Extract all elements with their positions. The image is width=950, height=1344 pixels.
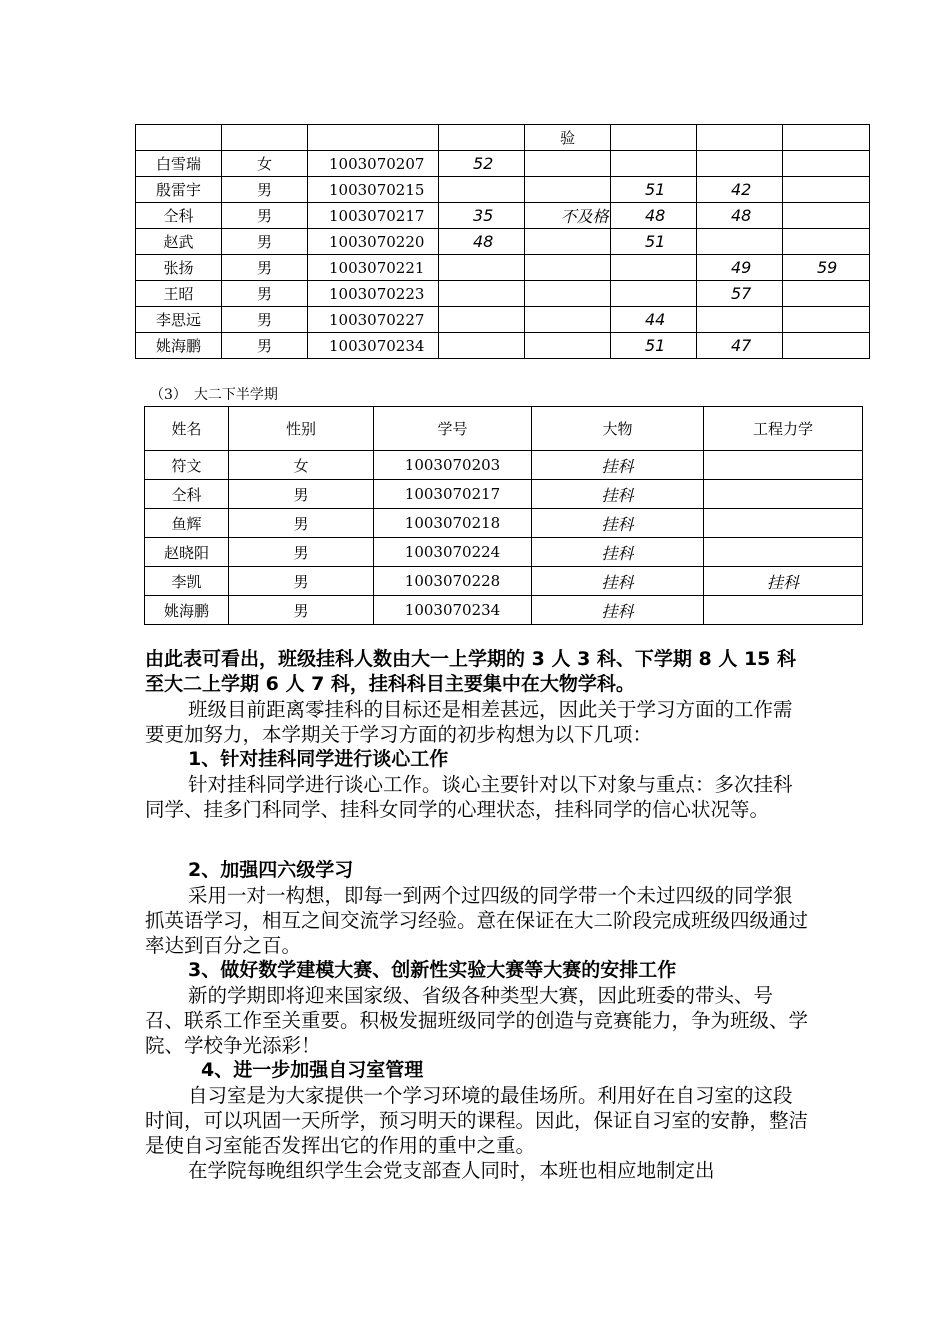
student-name: 姚海鹏 <box>145 596 229 625</box>
student-name: 白雪瑞 <box>136 151 222 177</box>
student-gender: 男 <box>222 281 308 307</box>
header-gender: 性别 <box>229 407 374 451</box>
score-cell: 48 <box>611 203 697 229</box>
summary-paragraph: 由此表可看出，班级挂科人数由大一上学期的 3 人 3 科、下学期 8 人 15 科至大二上学期 6 人 7 科，挂科科目主要集中在大物学科。 <box>145 648 797 695</box>
header-cell <box>222 125 308 151</box>
mechanics-result <box>704 451 863 480</box>
heading-4: 4、进一步加强自习室管理 <box>201 1059 424 1081</box>
student-name: 姚海鹏 <box>136 333 222 359</box>
header-cell <box>308 125 439 151</box>
score-cell <box>439 255 525 281</box>
score-cell <box>439 307 525 333</box>
score-cell <box>439 333 525 359</box>
header-mechanics: 工程力学 <box>704 407 863 451</box>
student-gender: 男 <box>222 229 308 255</box>
score-cell: 44 <box>611 307 697 333</box>
score-cell <box>525 281 611 307</box>
score-cell <box>697 151 783 177</box>
score-cell: 52 <box>439 151 525 177</box>
student-gender: 女 <box>229 451 374 480</box>
student-gender: 男 <box>222 333 308 359</box>
score-cell <box>525 229 611 255</box>
student-id: 1003070227 <box>308 307 439 333</box>
document-body <box>145 647 810 1183</box>
student-gender: 男 <box>229 567 374 596</box>
paragraph-5: 在学院每晚组织学生会党支部查人同时，本班也相应地制定出 <box>188 1159 715 1182</box>
score-cell <box>525 255 611 281</box>
student-id: 1003070217 <box>374 480 532 509</box>
score-cell: 51 <box>611 229 697 255</box>
student-gender: 女 <box>222 151 308 177</box>
score-cell <box>697 307 783 333</box>
physics-result: 挂科 <box>532 480 704 509</box>
student-id: 1003070203 <box>374 451 532 480</box>
header-name: 姓名 <box>145 407 229 451</box>
header-cell <box>697 125 783 151</box>
score-cell <box>783 281 870 307</box>
physics-result: 挂科 <box>532 451 704 480</box>
student-id: 1003070215 <box>308 177 439 203</box>
mechanics-result <box>704 509 863 538</box>
score-cell: 47 <box>697 333 783 359</box>
student-gender: 男 <box>229 596 374 625</box>
score-cell: 48 <box>439 229 525 255</box>
score-cell: 51 <box>611 177 697 203</box>
header-physics: 大物 <box>532 407 704 451</box>
header-cell <box>439 125 525 151</box>
student-name: 赵晓阳 <box>145 538 229 567</box>
score-cell <box>439 177 525 203</box>
score-cell: 59 <box>783 255 870 281</box>
mechanics-result <box>704 480 863 509</box>
student-gender: 男 <box>229 509 374 538</box>
score-cell <box>783 333 870 359</box>
header-id: 学号 <box>374 407 532 451</box>
table-row <box>136 255 870 281</box>
heading-2: 2、加强四六级学习 <box>188 859 354 881</box>
student-name: 李思远 <box>136 307 222 333</box>
student-gender: 男 <box>222 203 308 229</box>
student-id: 1003070207 <box>308 151 439 177</box>
table-row <box>145 451 863 480</box>
score-cell: 42 <box>697 177 783 203</box>
score-cell: 49 <box>697 255 783 281</box>
student-gender: 男 <box>229 538 374 567</box>
table-row <box>136 151 870 177</box>
student-id: 1003070220 <box>308 229 439 255</box>
student-name: 赵武 <box>136 229 222 255</box>
table-row <box>145 596 863 625</box>
score-cell: 35 <box>439 203 525 229</box>
student-name: 符文 <box>145 451 229 480</box>
student-gender: 男 <box>222 307 308 333</box>
physics-result: 挂科 <box>532 538 704 567</box>
table-row <box>145 538 863 567</box>
paragraph-2: 采用一对一构想，即每一到两个过四级的同学带一个未过四级的同学狠抓英语学习，相互之间交流学习经验。意在保证在大二阶段完成班级四级通过率达到百分之百。 <box>145 884 809 957</box>
student-name: 仝科 <box>136 203 222 229</box>
physics-result: 挂科 <box>532 509 704 538</box>
student-id: 1003070218 <box>374 509 532 538</box>
blank-line <box>145 822 810 847</box>
mechanics-result <box>704 596 863 625</box>
header-cell <box>136 125 222 151</box>
table-row <box>136 203 870 229</box>
student-name: 鱼辉 <box>145 509 229 538</box>
table-row <box>136 333 870 359</box>
table-row <box>145 509 863 538</box>
score-cell <box>783 307 870 333</box>
section-3-label: （3） 大二下半学期 <box>150 387 278 403</box>
student-id: 1003070234 <box>374 596 532 625</box>
physics-result: 挂科 <box>532 596 704 625</box>
mechanics-result: 挂科 <box>704 567 863 596</box>
score-cell: 57 <box>697 281 783 307</box>
paragraph-1: 针对挂科同学进行谈心工作。谈心主要针对以下对象与重点：多次挂科同学、挂多门科同学、挂科女同学的心理状态，挂科同学的信心状况等。 <box>145 773 793 821</box>
student-id: 1003070228 <box>374 567 532 596</box>
score-cell <box>439 281 525 307</box>
header-cell <box>783 125 870 151</box>
sophomore-second-term-table <box>144 406 863 625</box>
table-row <box>145 480 863 509</box>
header-cell <box>611 125 697 151</box>
score-cell <box>783 229 870 255</box>
student-name: 李凯 <box>145 567 229 596</box>
score-cell <box>783 203 870 229</box>
header-cell: 验 <box>525 125 611 151</box>
physics-result: 挂科 <box>532 567 704 596</box>
score-cell: 不及格 <box>525 203 611 229</box>
student-gender: 男 <box>229 480 374 509</box>
score-cell <box>611 281 697 307</box>
score-cell: 48 <box>697 203 783 229</box>
student-id: 1003070234 <box>308 333 439 359</box>
table-row <box>145 567 863 596</box>
score-cell <box>783 177 870 203</box>
table-header-row-partial <box>136 125 870 151</box>
intro-paragraph: 班级目前距离零挂科的目标还是相差甚远，因此关于学习方面的工作需要更加努力，本学期关于学习方面的初步构想为以下几项： <box>145 698 793 746</box>
score-cell <box>611 151 697 177</box>
score-cell <box>525 177 611 203</box>
heading-1: 1、针对挂科同学进行谈心工作 <box>188 748 449 770</box>
score-cell <box>697 229 783 255</box>
student-id: 1003070221 <box>308 255 439 281</box>
student-id: 1003070217 <box>308 203 439 229</box>
heading-3: 3、做好数学建模大赛、创新性实验大赛等大赛的安排工作 <box>188 959 677 981</box>
table-row <box>136 177 870 203</box>
failing-grades-table-continued <box>135 124 870 359</box>
table-row <box>136 229 870 255</box>
table-row <box>136 281 870 307</box>
table-header-row <box>145 407 863 451</box>
table-row <box>136 307 870 333</box>
student-id: 1003070223 <box>308 281 439 307</box>
student-gender: 男 <box>222 177 308 203</box>
student-id: 1003070224 <box>374 538 532 567</box>
score-cell <box>611 255 697 281</box>
score-cell <box>525 307 611 333</box>
student-name: 殷雷宇 <box>136 177 222 203</box>
student-name: 王昭 <box>136 281 222 307</box>
student-name: 仝科 <box>145 480 229 509</box>
score-cell <box>525 151 611 177</box>
student-name: 张扬 <box>136 255 222 281</box>
score-cell <box>525 333 611 359</box>
mechanics-result <box>704 538 863 567</box>
paragraph-3: 新的学期即将迎来国家级、省级各种类型大赛，因此班委的带头、号召、联系工作至关重要。积极发掘班级同学的创造与竞赛能力，争为班级、学院、学校争光添彩！ <box>145 984 809 1057</box>
score-cell <box>783 151 870 177</box>
paragraph-4: 自习室是为大家提供一个学习环境的最佳场所。利用好在自习室的这段时间，可以巩固一天所学，预习明天的课程。因此，保证自习室的安静，整洁是使自习室能否发挥出它的作用的重中之重。 <box>145 1084 809 1157</box>
student-gender: 男 <box>222 255 308 281</box>
score-cell: 51 <box>611 333 697 359</box>
